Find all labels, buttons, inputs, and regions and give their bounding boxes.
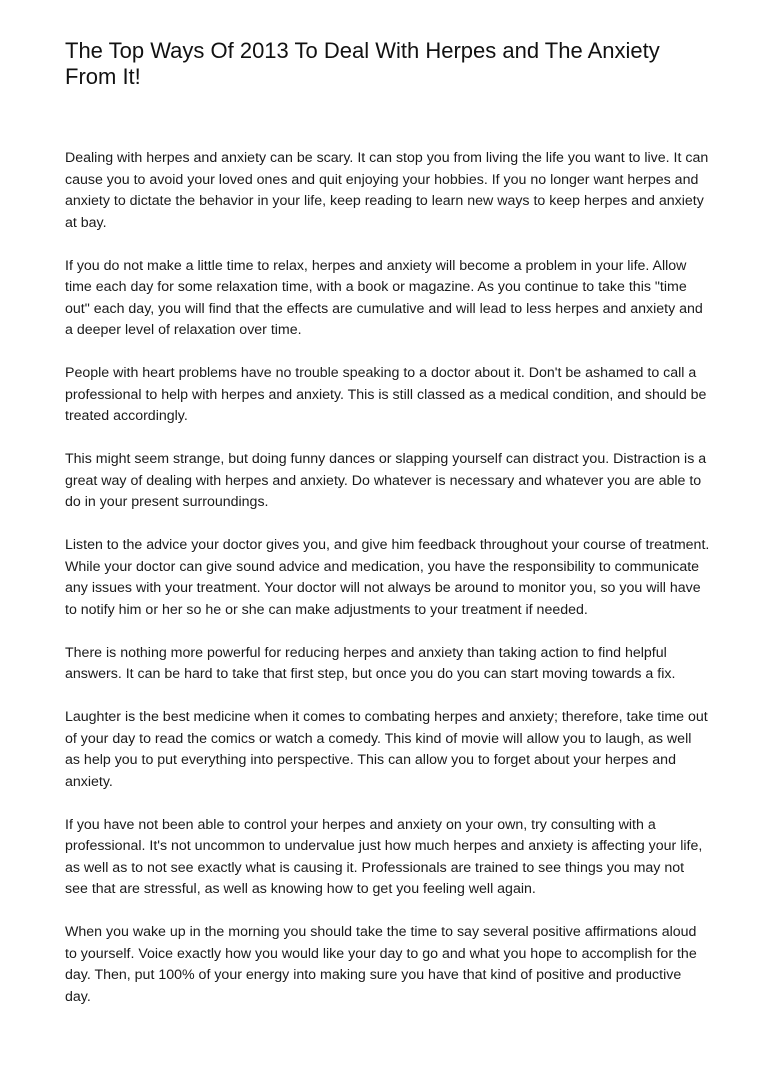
- paragraph: People with heart problems have no trouble speaking to a doctor about it. Don't be ashamed to call a professional to help with herpes and anxiety. This is still classed as a medical condition, and should be treated accordingly.: [65, 365, 707, 424]
- document-page: [65, 38, 710, 1030]
- document-title: The Top Ways Of 2013 To Deal With Herpes and The Anxiety From It!: [65, 38, 660, 89]
- paragraph: If you do not make a little time to relax, herpes and anxiety will become a problem in your life. Allow time each day for some relaxation time, with a book or magazine. As you continue to take this "time out" each day, you will find that the effects are cumulative and will lead to less herpes and anxiety and a deeper level of relaxation over time.: [65, 257, 703, 338]
- paragraph: This might seem strange, but doing funny dances or slapping yourself can distract you. Distraction is a great way of dealing with herpes and anxiety. Do whatever is necessary and whatever you are able to do in your present surroundings.: [65, 451, 707, 510]
- paragraph: Dealing with herpes and anxiety can be scary. It can stop you from living the life you want to live. It can cause you to avoid your loved ones and quit enjoying your hobbies. If you no longer want herpes and anxiety to dictate the behavior in your life, keep reading to learn new ways to keep herpes and anxiety at bay.: [65, 150, 709, 231]
- paragraph: If you have not been able to control your herpes and anxiety on your own, try consulting with a professional. It's not uncommon to undervalue just how much herpes and anxiety is affecting your life, as well as to not see exactly what is causing it. Professionals are trained to see things you may not see that are stressful, as well as knowing how to get you feeling well again.: [65, 816, 703, 897]
- paragraph: Listen to the advice your doctor gives you, and give him feedback throughout your course of treatment. While your doctor can give sound advice and medication, you have the responsibility to communicate any issues with your treatment. Your doctor will not always be around to monitor you, so you will have to notify him or her so he or she can make adjustments to your treatment if needed.: [65, 537, 710, 618]
- paragraph: Laughter is the best medicine when it comes to combating herpes and anxiety; therefore, take time out of your day to read the comics or watch a comedy. This kind of movie will allow you to laugh, as well as help you to put everything into perspective. This can allow you to forget about your herpes and anxiety.: [65, 709, 708, 790]
- paragraph: When you wake up in the morning you should take the time to say several positive affirmations aloud to yourself. Voice exactly how you would like your day to go and what you hope to accomplish for the day. Then, put 100% of your energy into making sure you have that kind of positive and productive day.: [65, 924, 697, 1005]
- document-body: [65, 148, 710, 1008]
- paragraph: There is nothing more powerful for reducing herpes and anxiety than taking action to find helpful answers. It can be hard to take that first step, but once you do you can start moving towards a fix.: [65, 644, 676, 682]
